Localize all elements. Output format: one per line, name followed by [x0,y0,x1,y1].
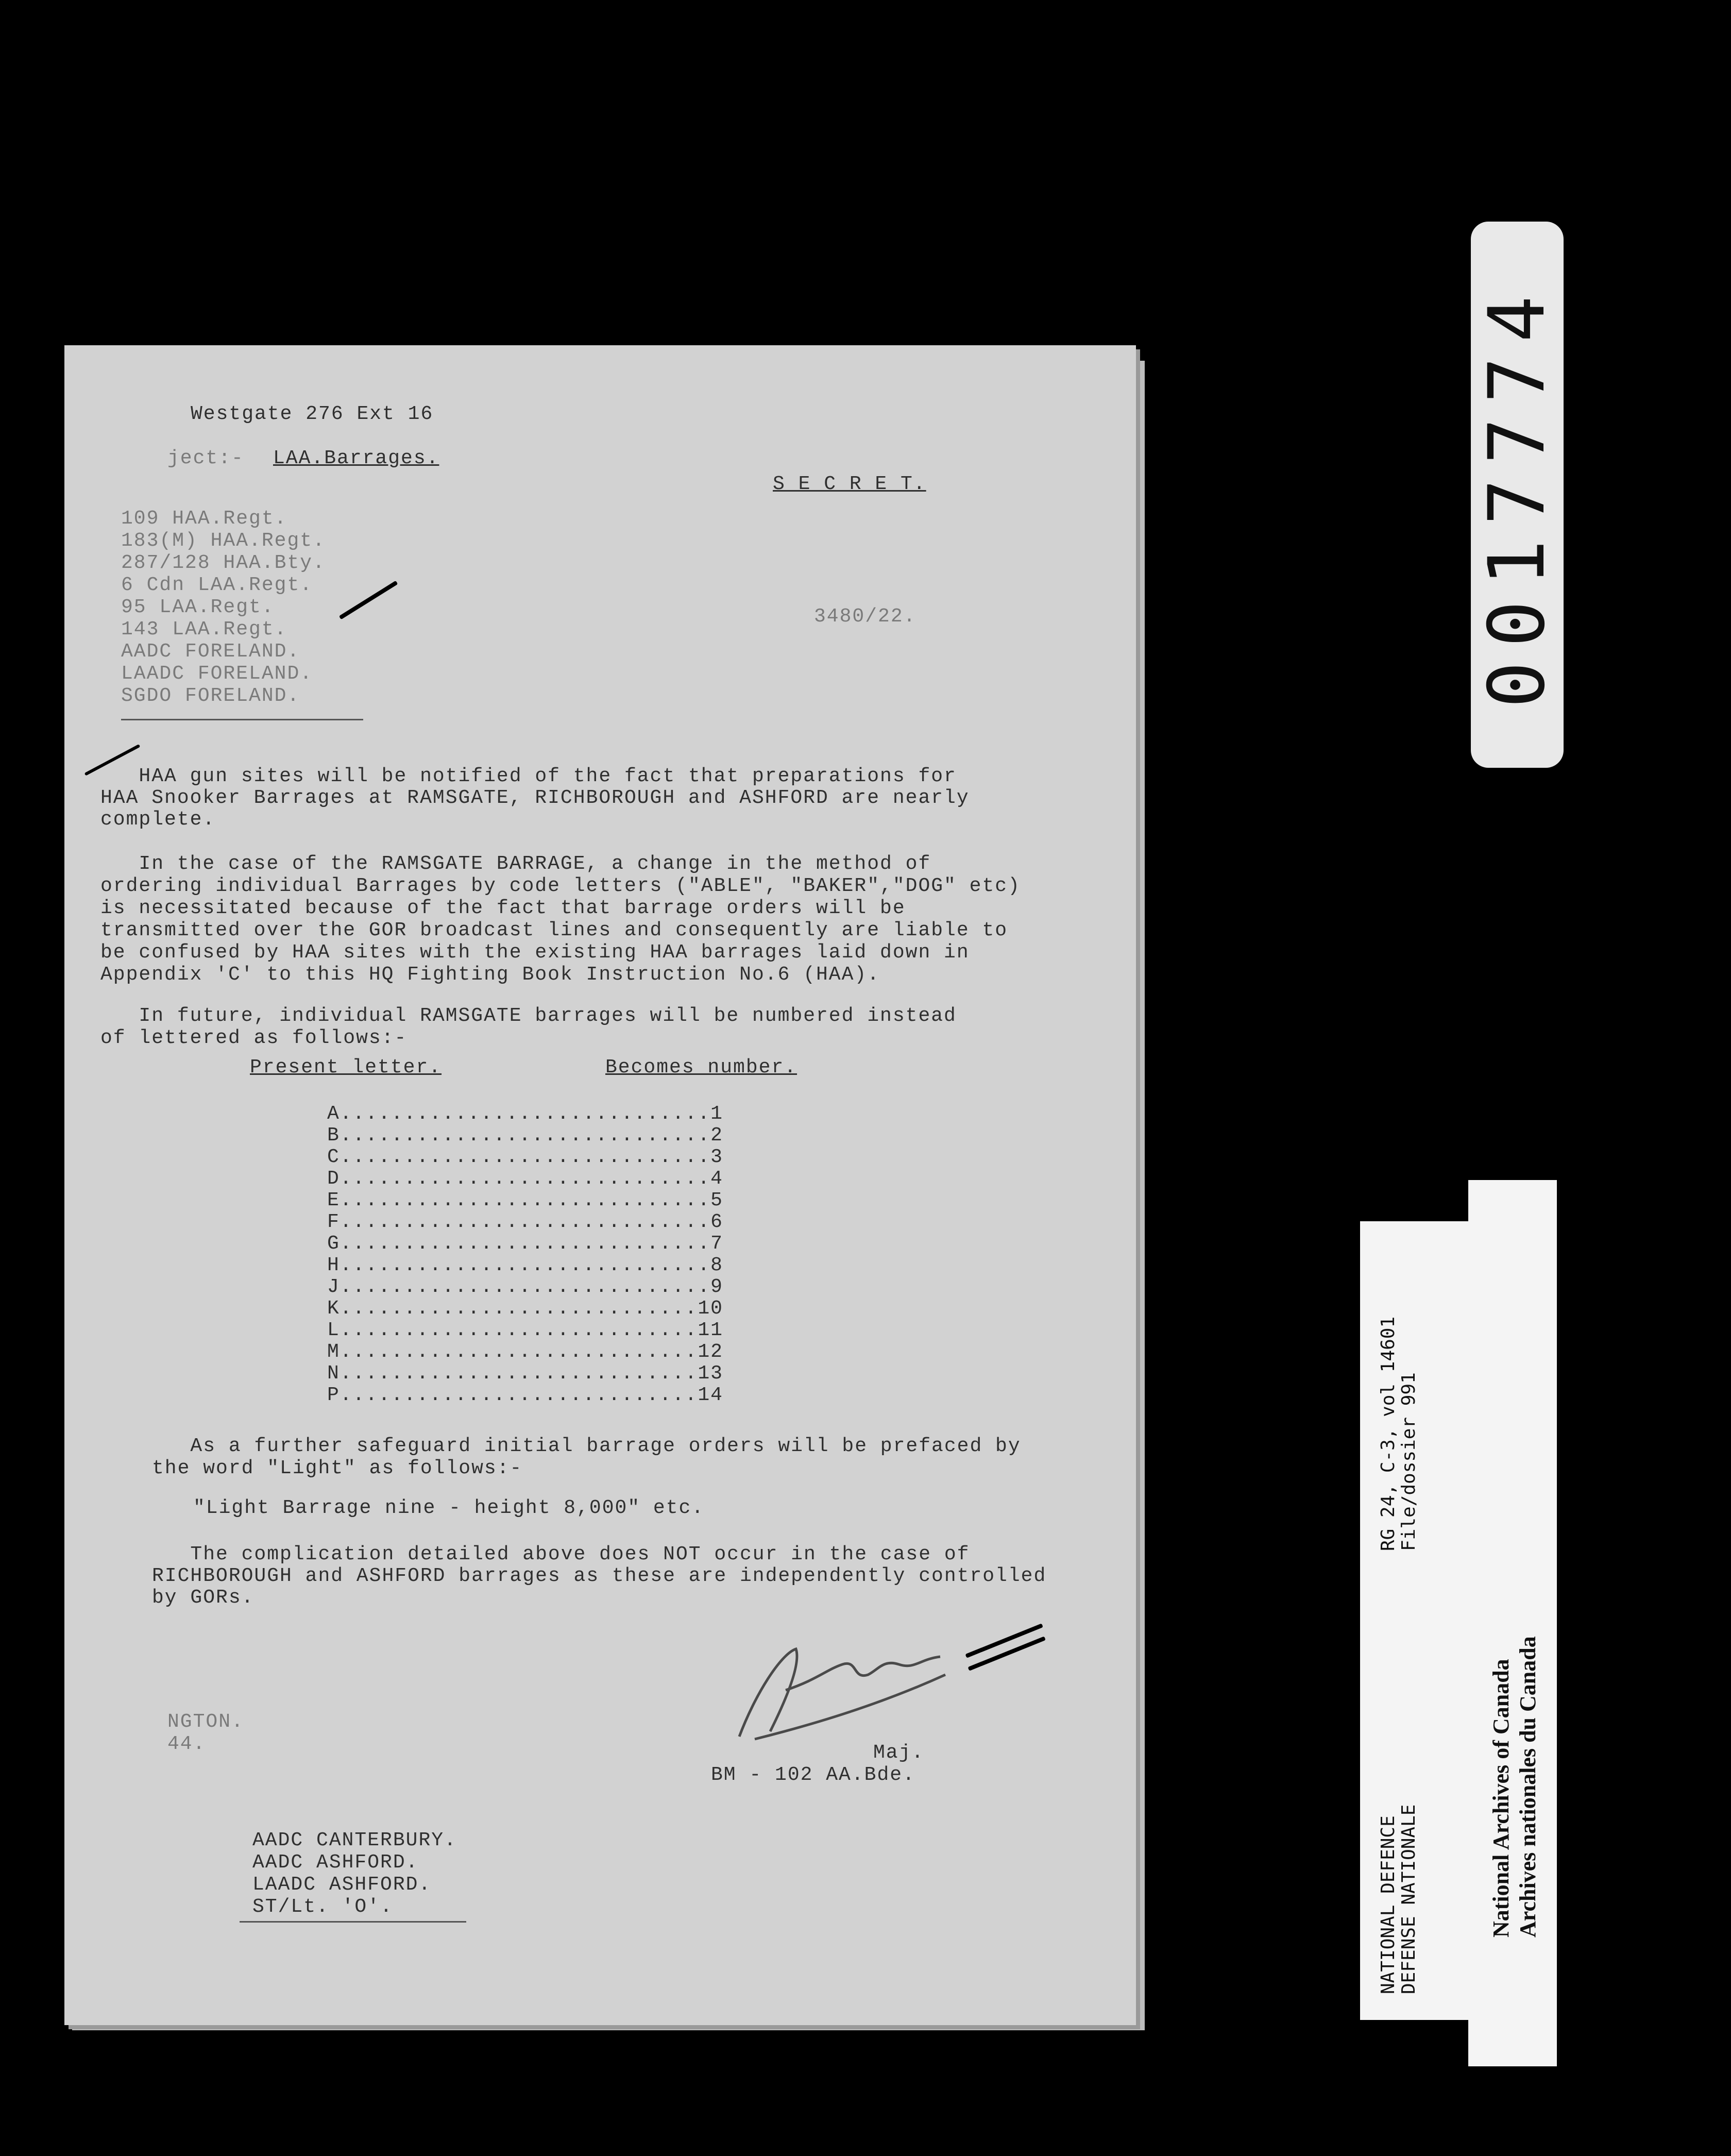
text-line: is necessitated because of the fact that barrage orders will be [100,897,906,919]
text-line: HAA gun sites will be notified of the fact that preparations for [100,765,957,787]
becomes-number: 9 [710,1276,723,1298]
archives-fr: Archives nationales du Canada [1515,1636,1540,1938]
place: NGTON. [167,1711,244,1733]
archives-name-block [1488,1636,1541,1938]
text-line: by GORs. [152,1587,254,1609]
becomes-number: 6 [710,1211,723,1233]
becomes-number: 2 [710,1124,723,1147]
table-row [327,1124,723,1147]
present-letter: M [327,1341,340,1363]
archives-en: National Archives of Canada [1488,1659,1514,1938]
classification: S E C R E T. [773,473,926,495]
copies-rule [240,1921,466,1923]
becomes-number: 5 [710,1189,723,1211]
present-letter: J [327,1276,340,1298]
dot-leader: ............................. [340,1211,711,1233]
national-defence: NATIONAL DEFENCE [1378,1815,1399,1994]
copy-line: AADC CANTERBURY. [252,1829,457,1851]
table-row [327,1298,723,1320]
defense-nationale: DEFENSE NATIONALE [1398,1804,1419,1994]
reference-block [1378,1317,1419,1551]
dot-leader: ............................. [340,1146,711,1168]
becomes-number: 13 [698,1362,723,1385]
dot-leader: ............................. [340,1276,711,1298]
distribution-line: 6 Cdn LAA.Regt. [121,574,313,596]
dot-leader: ............................ [340,1319,698,1341]
archive-file: File/dossier 991 [1398,1372,1419,1551]
frame-number: 0017774 [1472,281,1562,709]
distribution-line: LAADC FORELAND. [121,663,313,685]
memo [64,345,1136,2025]
copy-line: AADC ASHFORD. [252,1851,419,1874]
text-line: ordering individual Barrages by code letters ("ABLE", "BAKER","DOG" etc) [100,875,1021,897]
becomes-number: 11 [698,1319,723,1341]
table-row [327,1362,723,1385]
text-line: be confused by HAA sites with the existing HAA barrages laid down in [100,941,970,964]
table-row [327,1254,723,1276]
present-letter: A [327,1103,340,1125]
table-row [327,1211,723,1233]
table-row [327,1189,723,1211]
subject-label: ject:- [167,447,244,469]
copy-line: ST/Lt. 'O'. [252,1896,393,1918]
signature [724,1633,992,1752]
pen-mark [339,581,398,620]
dot-leader: ............................. [340,1124,711,1147]
table-row [327,1341,723,1363]
text-line: The complication detailed above does NOT occur in the case of [152,1543,970,1565]
becomes-number: 14 [698,1384,723,1406]
distribution-line: AADC FORELAND. [121,641,300,663]
becomes-number: 7 [710,1233,723,1255]
dot-leader: ............................. [340,1189,711,1211]
example-quote: "Light Barrage nine - height 8,000" etc. [193,1497,705,1519]
dot-leader: ............................. [340,1254,711,1276]
becomes-number: 3 [710,1146,723,1168]
text-line: complete. [100,808,216,831]
distribution-line: 95 LAA.Regt. [121,596,275,618]
appointment: BM - 102 AA.Bde. [711,1764,915,1786]
text-line: HAA Snooker Barrages at RAMSGATE, RICHBOROUGH and ASHFORD are nearly [100,787,970,809]
becomes-number: 12 [698,1341,723,1363]
present-letter: H [327,1254,340,1276]
text-line: In future, individual RAMSGATE barrages will be numbered instead [100,1005,957,1027]
frame-number-strip [1471,222,1564,768]
present-letter: C [327,1146,340,1168]
distribution-rule [121,719,363,720]
phone-line: Westgate 276 Ext 16 [191,403,434,425]
copy-line: LAADC ASHFORD. [252,1874,432,1896]
becomes-number: 1 [710,1103,723,1125]
distribution-line: 287/128 HAA.Bty. [121,552,326,574]
present-letter: K [327,1298,340,1320]
national-defence-block [1378,1805,1419,1994]
header-present-letter: Present letter. [250,1056,442,1079]
table-row [327,1384,723,1406]
table-row [327,1233,723,1255]
present-letter: D [327,1168,340,1190]
present-letter: F [327,1211,340,1233]
rank: Maj. [873,1742,925,1764]
reference-number: 3480/22. [814,605,917,628]
archive-reference: RG 24, C-3, vol 14601 [1378,1316,1399,1551]
text-line: of lettered as follows:- [100,1027,408,1049]
present-letter: G [327,1233,340,1255]
text-line: transmitted over the GOR broadcast lines and consequently are liable to [100,919,1008,941]
dot-leader: ............................ [340,1298,698,1320]
dot-leader: ............................. [340,1233,711,1255]
archive-name-label [1468,1180,1557,2066]
table-row [327,1168,723,1190]
text-line: the word "Light" as follows:- [152,1457,523,1479]
present-letter: N [327,1362,340,1385]
table-row [327,1146,723,1168]
distribution-line: 109 HAA.Regt. [121,508,287,530]
becomes-number: 8 [710,1254,723,1276]
table-row [327,1103,723,1125]
present-letter: P [327,1384,340,1406]
table-row [327,1276,723,1298]
distribution-line: 183(M) HAA.Regt. [121,530,326,552]
dot-leader: ............................ [340,1362,698,1385]
dot-leader: ............................ [340,1384,698,1406]
distribution-line: 143 LAA.Regt. [121,618,287,641]
becomes-number: 10 [698,1298,723,1320]
present-letter: E [327,1189,340,1211]
header-becomes-number: Becomes number. [605,1056,797,1079]
distribution-line: SGDO FORELAND. [121,685,300,707]
present-letter: B [327,1124,340,1147]
table-row [327,1319,723,1341]
dot-leader: ............................. [340,1168,711,1190]
dot-leader: ............................ [340,1341,698,1363]
dot-leader: ............................. [340,1103,711,1125]
text-line: Appendix 'C' to this HQ Fighting Book Instruction No.6 (HAA). [100,964,880,986]
becomes-number: 4 [710,1168,723,1190]
text-line: In the case of the RAMSGATE BARRAGE, a change in the method of [100,853,931,875]
subject: LAA.Barrages. [273,447,439,469]
text-line: RICHBOROUGH and ASHFORD barrages as these are independently controlled [152,1565,1047,1587]
present-letter: L [327,1319,340,1341]
date: 44. [167,1733,206,1755]
text-line: As a further safeguard initial barrage orders will be prefaced by [152,1435,1021,1457]
